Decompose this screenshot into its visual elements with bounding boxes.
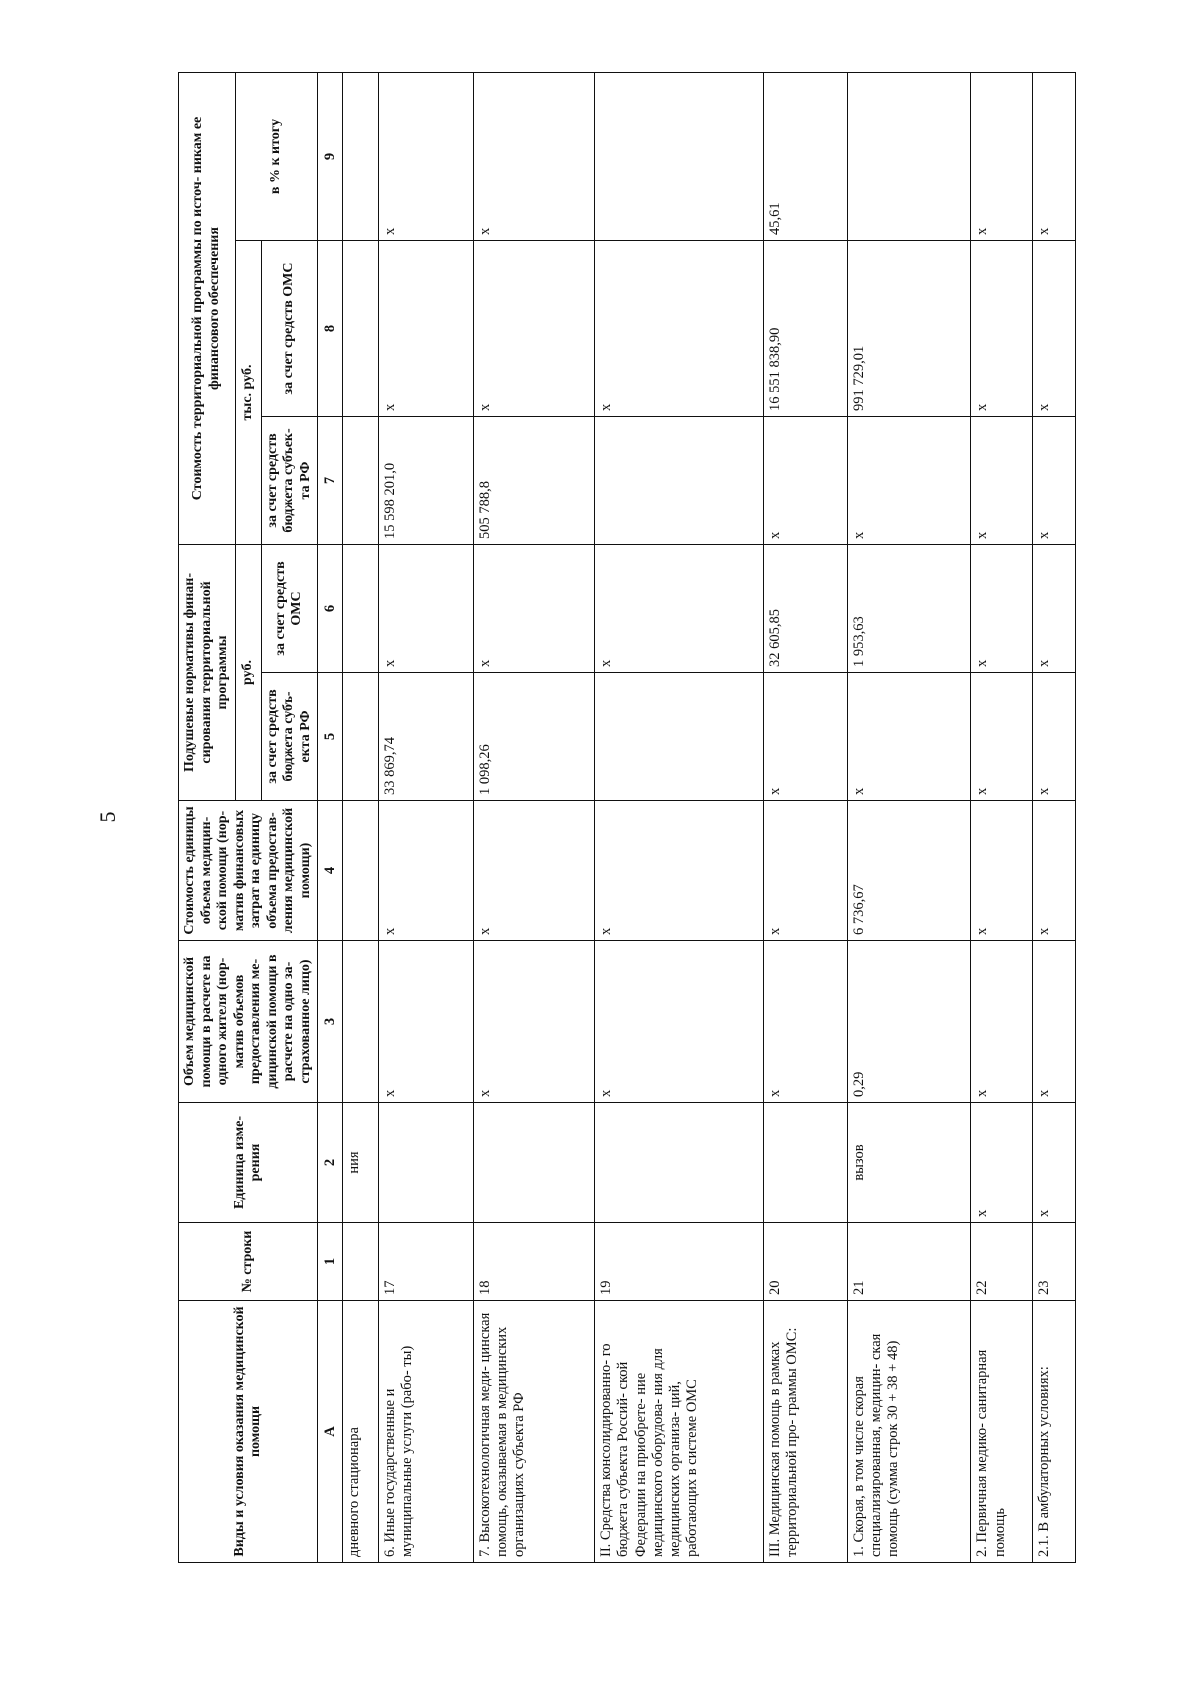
header-col-5: за счет средств бюджета субъ- екта РФ bbox=[261, 673, 318, 801]
row-label: 2. Первичная медико- санитарная помощь bbox=[971, 1301, 1033, 1563]
row-cost-oms: х bbox=[971, 241, 1033, 417]
header-col-4: Стоимость единицы объема медицин- ской помощи (нор- матив финансовых затрат на единицу объема предостав- ления медицинской помощи) bbox=[179, 801, 318, 941]
col-number: 1 bbox=[318, 1223, 343, 1301]
row-norm-budget: х bbox=[1033, 673, 1075, 801]
row-cost-percent bbox=[595, 72, 763, 240]
header-col-9: в % к итогу bbox=[235, 72, 318, 240]
row-cost-percent bbox=[847, 72, 971, 240]
header-col-1: № строки bbox=[179, 1223, 318, 1301]
row-norm-budget: х bbox=[971, 673, 1033, 801]
row-norm-budget bbox=[595, 673, 763, 801]
header-group-norm: Подушевые нормативы финан- сирования территориальной программы bbox=[179, 545, 236, 801]
col-number: 8 bbox=[318, 241, 343, 417]
row-cost-budget: х bbox=[1033, 417, 1075, 545]
row-cost-oms: х bbox=[378, 241, 473, 417]
row-number: 21 bbox=[847, 1223, 971, 1301]
row-label: 6. Иные государственные и муниципальные услуги (рабо- ты) bbox=[378, 1301, 473, 1563]
row-unit-cost bbox=[343, 801, 378, 941]
header-group-cost: Стоимость территориальной программы по источ- никам ее финансового обеспечения bbox=[179, 72, 236, 544]
row-norm-oms: х bbox=[971, 545, 1033, 673]
col-number: 5 bbox=[318, 673, 343, 801]
row-volume: х bbox=[595, 941, 763, 1103]
row-norm-oms: 1 953,63 bbox=[847, 545, 971, 673]
header-col-8: за счет средств ОМС bbox=[261, 241, 318, 417]
row-volume: х bbox=[971, 941, 1033, 1103]
header-col-a: Виды и условия оказания медицинской помощи bbox=[179, 1301, 318, 1563]
col-number: 7 bbox=[318, 417, 343, 545]
row-label: 7. Высокотехнологичная меди- цинская помощь, оказываемая в медицинских организациях субъекта РФ bbox=[473, 1301, 595, 1563]
table-row bbox=[473, 72, 595, 1562]
row-unit-cost: х bbox=[971, 801, 1033, 941]
row-cost-oms: х bbox=[473, 241, 595, 417]
row-unit bbox=[595, 1103, 763, 1223]
page-number: 5 bbox=[95, 811, 120, 823]
row-cost-oms: 16 551 838,90 bbox=[763, 241, 847, 417]
row-cost-budget: 505 788,8 bbox=[473, 417, 595, 545]
row-unit-cost: х bbox=[473, 801, 595, 941]
rotated-table-wrapper bbox=[178, 73, 1073, 1563]
header-tys-rub: тыс. руб. bbox=[235, 241, 261, 545]
row-cost-percent bbox=[343, 72, 378, 240]
row-norm-oms: х bbox=[595, 545, 763, 673]
row-number: 18 bbox=[473, 1223, 595, 1301]
row-label: 2.1. В амбулаторных условиях: bbox=[1033, 1301, 1075, 1563]
column-number-row bbox=[318, 72, 343, 1562]
row-cost-percent: х bbox=[1033, 72, 1075, 240]
header-col-6: за счет средств ОМС bbox=[261, 545, 318, 673]
col-number: 4 bbox=[318, 801, 343, 941]
row-norm-budget: 1 098,26 bbox=[473, 673, 595, 801]
row-number bbox=[343, 1223, 378, 1301]
table-body bbox=[343, 72, 1075, 1562]
row-cost-budget bbox=[595, 417, 763, 545]
row-unit-cost: х bbox=[595, 801, 763, 941]
row-cost-percent: х bbox=[473, 72, 595, 240]
row-label: II. Средства консолидированно- го бюджета субъекта Россий- ской Федерации на приобрете- ние медицинского оборудова- ния для медицинских организа- ций, работающих в системе ОМС bbox=[595, 1301, 763, 1563]
row-volume bbox=[343, 941, 378, 1103]
row-unit: вызов bbox=[847, 1103, 971, 1223]
table-row bbox=[763, 72, 847, 1562]
row-cost-oms: х bbox=[1033, 241, 1075, 417]
row-unit-cost: х bbox=[763, 801, 847, 941]
header-col-7: за счет средств бюджета субъек- та РФ bbox=[261, 417, 318, 545]
row-volume: х bbox=[763, 941, 847, 1103]
col-number: А bbox=[318, 1301, 343, 1563]
row-cost-percent: х bbox=[971, 72, 1033, 240]
row-cost-budget: х bbox=[763, 417, 847, 545]
row-cost-budget: х bbox=[971, 417, 1033, 545]
col-number: 3 bbox=[318, 941, 343, 1103]
row-label: 1. Скорая, в том числе скорая специализированная, медицин- ская помощь (сумма строк 30 + 38 + 48) bbox=[847, 1301, 971, 1563]
row-norm-oms: х bbox=[1033, 545, 1075, 673]
table-row bbox=[343, 72, 378, 1562]
col-number: 6 bbox=[318, 545, 343, 673]
row-unit bbox=[378, 1103, 473, 1223]
row-cost-oms: х bbox=[595, 241, 763, 417]
row-cost-percent: х bbox=[378, 72, 473, 240]
row-unit-cost: х bbox=[378, 801, 473, 941]
row-label: дневного стационара bbox=[343, 1301, 378, 1563]
row-norm-oms: х bbox=[378, 545, 473, 673]
table-row bbox=[378, 72, 473, 1562]
header-col-3: Объем медицинской помощи в расчете на одного жителя (нор- матив объемов предоставления ме- дицинской помощи в расчете на одно за- страхованное лицо) bbox=[179, 941, 318, 1103]
row-unit bbox=[473, 1103, 595, 1223]
row-cost-percent: 45,61 bbox=[763, 72, 847, 240]
financing-table bbox=[178, 72, 1076, 1563]
row-volume: х bbox=[1033, 941, 1075, 1103]
row-norm-budget: 33 869,74 bbox=[378, 673, 473, 801]
row-unit bbox=[763, 1103, 847, 1223]
header-col-2: Единица изме- рения bbox=[179, 1103, 318, 1223]
row-unit: х bbox=[1033, 1103, 1075, 1223]
row-norm-budget: х bbox=[847, 673, 971, 801]
row-cost-oms: 991 729,01 bbox=[847, 241, 971, 417]
row-number: 19 bbox=[595, 1223, 763, 1301]
row-cost-budget: х bbox=[847, 417, 971, 545]
row-number: 20 bbox=[763, 1223, 847, 1301]
row-cost-budget: 15 598 201,0 bbox=[378, 417, 473, 545]
row-norm-oms bbox=[343, 545, 378, 673]
table-row bbox=[1033, 72, 1075, 1562]
row-unit-cost: 6 736,67 bbox=[847, 801, 971, 941]
table-row bbox=[847, 72, 971, 1562]
row-unit-cost: х bbox=[1033, 801, 1075, 941]
row-unit: х bbox=[971, 1103, 1033, 1223]
row-volume: 0,29 bbox=[847, 941, 971, 1103]
row-number: 22 bbox=[971, 1223, 1033, 1301]
header-rub: руб. bbox=[235, 545, 261, 801]
row-norm-budget bbox=[343, 673, 378, 801]
row-number: 23 bbox=[1033, 1223, 1075, 1301]
row-cost-budget bbox=[343, 417, 378, 545]
row-norm-budget: х bbox=[763, 673, 847, 801]
row-cost-oms bbox=[343, 241, 378, 417]
table-row bbox=[595, 72, 763, 1562]
col-number: 9 bbox=[318, 72, 343, 240]
row-volume: х bbox=[473, 941, 595, 1103]
row-volume: х bbox=[378, 941, 473, 1103]
row-norm-oms: х bbox=[473, 545, 595, 673]
table-row bbox=[971, 72, 1033, 1562]
row-norm-oms: 32 605,85 bbox=[763, 545, 847, 673]
row-number: 17 bbox=[378, 1223, 473, 1301]
col-number: 2 bbox=[318, 1103, 343, 1223]
row-label: III. Медицинская помощь в рамках территориальной про- граммы ОМС: bbox=[763, 1301, 847, 1563]
row-unit: ния bbox=[343, 1103, 378, 1223]
